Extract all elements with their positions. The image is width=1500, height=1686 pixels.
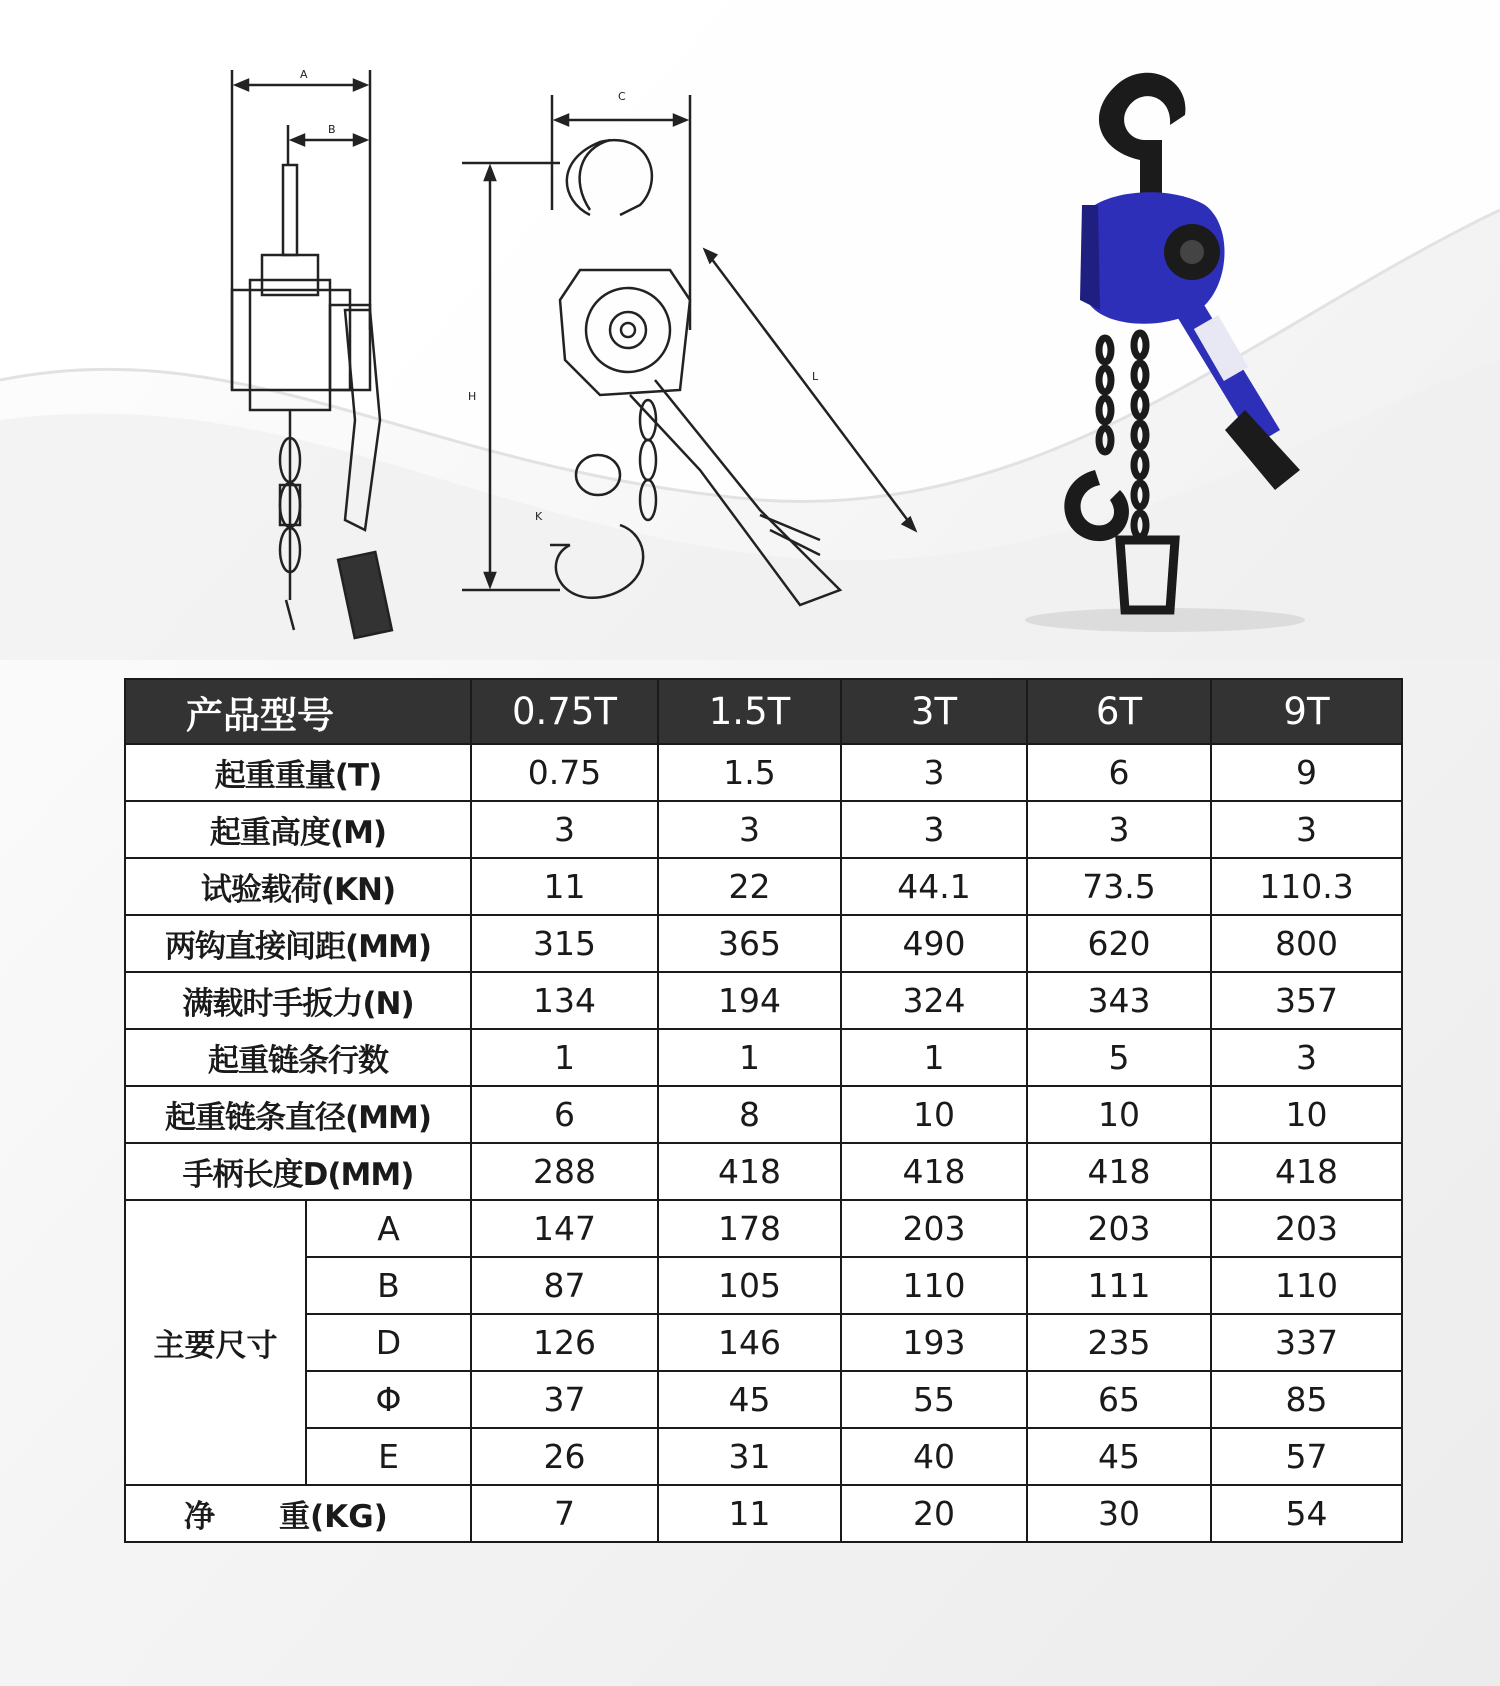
- table-cell: 44.1: [841, 858, 1027, 915]
- dimension-sub-label: D: [306, 1314, 471, 1371]
- table-cell: 800: [1211, 915, 1402, 972]
- table-cell: 55: [841, 1371, 1027, 1428]
- table-row: [125, 1371, 1402, 1428]
- svg-text:C: C: [618, 90, 626, 103]
- weight-label-right: 重(KG): [279, 1499, 388, 1535]
- weight-label-left: 净: [184, 1499, 215, 1535]
- table-cell: 73.5: [1027, 858, 1211, 915]
- svg-text:A: A: [300, 68, 308, 81]
- table-cell: 490: [841, 915, 1027, 972]
- table-cell: 418: [841, 1143, 1027, 1200]
- table-cell: 10: [841, 1086, 1027, 1143]
- table-cell: 57: [1211, 1428, 1402, 1485]
- row-label: 手柄长度D(MM): [125, 1143, 471, 1200]
- table-cell: 0.75: [471, 744, 658, 801]
- table-cell: 194: [658, 972, 841, 1029]
- dimension-sub-label: A: [306, 1200, 471, 1257]
- table-cell: 65: [1027, 1371, 1211, 1428]
- table-cell: 9: [1211, 744, 1402, 801]
- table-cell: 5: [1027, 1029, 1211, 1086]
- svg-text:K: K: [535, 510, 543, 523]
- header-row: [125, 679, 1402, 744]
- table-row: [125, 1200, 1402, 1257]
- table-cell: 3: [841, 801, 1027, 858]
- table-cell: 203: [841, 1200, 1027, 1257]
- table-cell: 54: [1211, 1485, 1402, 1542]
- table-row: [125, 1485, 1402, 1542]
- table-cell: 3: [1211, 1029, 1402, 1086]
- table-cell: 22: [658, 858, 841, 915]
- table-cell: 6: [471, 1086, 658, 1143]
- table-cell: 10: [1211, 1086, 1402, 1143]
- table-cell: 418: [658, 1143, 841, 1200]
- table-cell: 30: [1027, 1485, 1211, 1542]
- table-cell: 7: [471, 1485, 658, 1542]
- svg-text:H: H: [468, 390, 477, 403]
- table-cell: 87: [471, 1257, 658, 1314]
- table-cell: 357: [1211, 972, 1402, 1029]
- table-cell: 1: [841, 1029, 1027, 1086]
- table-cell: 111: [1027, 1257, 1211, 1314]
- table-row: [125, 1428, 1402, 1485]
- table-cell: 8: [658, 1086, 841, 1143]
- lever-hoist-photo: [1025, 73, 1305, 632]
- table-cell: 343: [1027, 972, 1211, 1029]
- row-label: 试验载荷(KN): [125, 858, 471, 915]
- table-row: [125, 1257, 1402, 1314]
- table-cell: 1: [658, 1029, 841, 1086]
- row-label: 起重链条直径(MM): [125, 1086, 471, 1143]
- table-cell: 147: [471, 1200, 658, 1257]
- table-cell: 146: [658, 1314, 841, 1371]
- table-cell: 45: [1027, 1428, 1211, 1485]
- spec-table: [124, 678, 1403, 1543]
- row-label: 起重高度(M): [125, 801, 471, 858]
- table-cell: 105: [658, 1257, 841, 1314]
- dimensions-group-label: 主要尺寸: [125, 1200, 306, 1485]
- column-header: 1.5T: [658, 679, 841, 744]
- front-view-drawing: [232, 68, 392, 638]
- table-cell: 40: [841, 1428, 1027, 1485]
- table-cell: 1: [471, 1029, 658, 1086]
- table-cell: 365: [658, 915, 841, 972]
- table-cell: 110: [1211, 1257, 1402, 1314]
- svg-text:L: L: [812, 370, 819, 383]
- table-row: [125, 915, 1402, 972]
- table-cell: 110.3: [1211, 858, 1402, 915]
- table-cell: 126: [471, 1314, 658, 1371]
- column-header: 9T: [1211, 679, 1402, 744]
- table-cell: 324: [841, 972, 1027, 1029]
- row-label: 两钩直接间距(MM): [125, 915, 471, 972]
- table-cell: 418: [1211, 1143, 1402, 1200]
- table-cell: 235: [1027, 1314, 1211, 1371]
- table-row: [125, 801, 1402, 858]
- table-cell: 45: [658, 1371, 841, 1428]
- column-header: 6T: [1027, 679, 1211, 744]
- dimension-sub-label: E: [306, 1428, 471, 1485]
- side-view-drawing: [462, 90, 915, 605]
- table-row: [125, 1314, 1402, 1371]
- column-header: 3T: [841, 679, 1027, 744]
- table-cell: 203: [1211, 1200, 1402, 1257]
- table-row: [125, 858, 1402, 915]
- table-cell: 337: [1211, 1314, 1402, 1371]
- table-row: [125, 744, 1402, 801]
- dimension-sub-label: Φ: [306, 1371, 471, 1428]
- table-row: [125, 1086, 1402, 1143]
- column-header: 0.75T: [471, 679, 658, 744]
- table-cell: 37: [471, 1371, 658, 1428]
- row-label: 起重链条行数: [125, 1029, 471, 1086]
- table-cell: 3: [1027, 801, 1211, 858]
- table-cell: 193: [841, 1314, 1027, 1371]
- table-cell: 1.5: [658, 744, 841, 801]
- table-cell: 620: [1027, 915, 1211, 972]
- row-label: 起重重量(T): [125, 744, 471, 801]
- table-cell: 178: [658, 1200, 841, 1257]
- table-cell: 203: [1027, 1200, 1211, 1257]
- product-illustrations: [0, 0, 1500, 660]
- svg-text:B: B: [328, 123, 336, 136]
- table-cell: 3: [471, 801, 658, 858]
- weight-row-label: [125, 1485, 471, 1542]
- table-cell: 11: [658, 1485, 841, 1542]
- table-cell: 10: [1027, 1086, 1211, 1143]
- table-row: [125, 1029, 1402, 1086]
- table-cell: 3: [841, 744, 1027, 801]
- table-cell: 6: [1027, 744, 1211, 801]
- table-cell: 31: [658, 1428, 841, 1485]
- dimension-sub-label: B: [306, 1257, 471, 1314]
- table-cell: 3: [658, 801, 841, 858]
- table-cell: 110: [841, 1257, 1027, 1314]
- table-cell: 134: [471, 972, 658, 1029]
- table-cell: 26: [471, 1428, 658, 1485]
- table-cell: 418: [1027, 1143, 1211, 1200]
- table-cell: 288: [471, 1143, 658, 1200]
- row-label: 满载时手扳力(N): [125, 972, 471, 1029]
- table-cell: 315: [471, 915, 658, 972]
- table-cell: 3: [1211, 801, 1402, 858]
- model-header: 产品型号: [125, 679, 471, 744]
- table-cell: 85: [1211, 1371, 1402, 1428]
- table-row: [125, 972, 1402, 1029]
- table-cell: 20: [841, 1485, 1027, 1542]
- table-row: [125, 1143, 1402, 1200]
- table-cell: 11: [471, 858, 658, 915]
